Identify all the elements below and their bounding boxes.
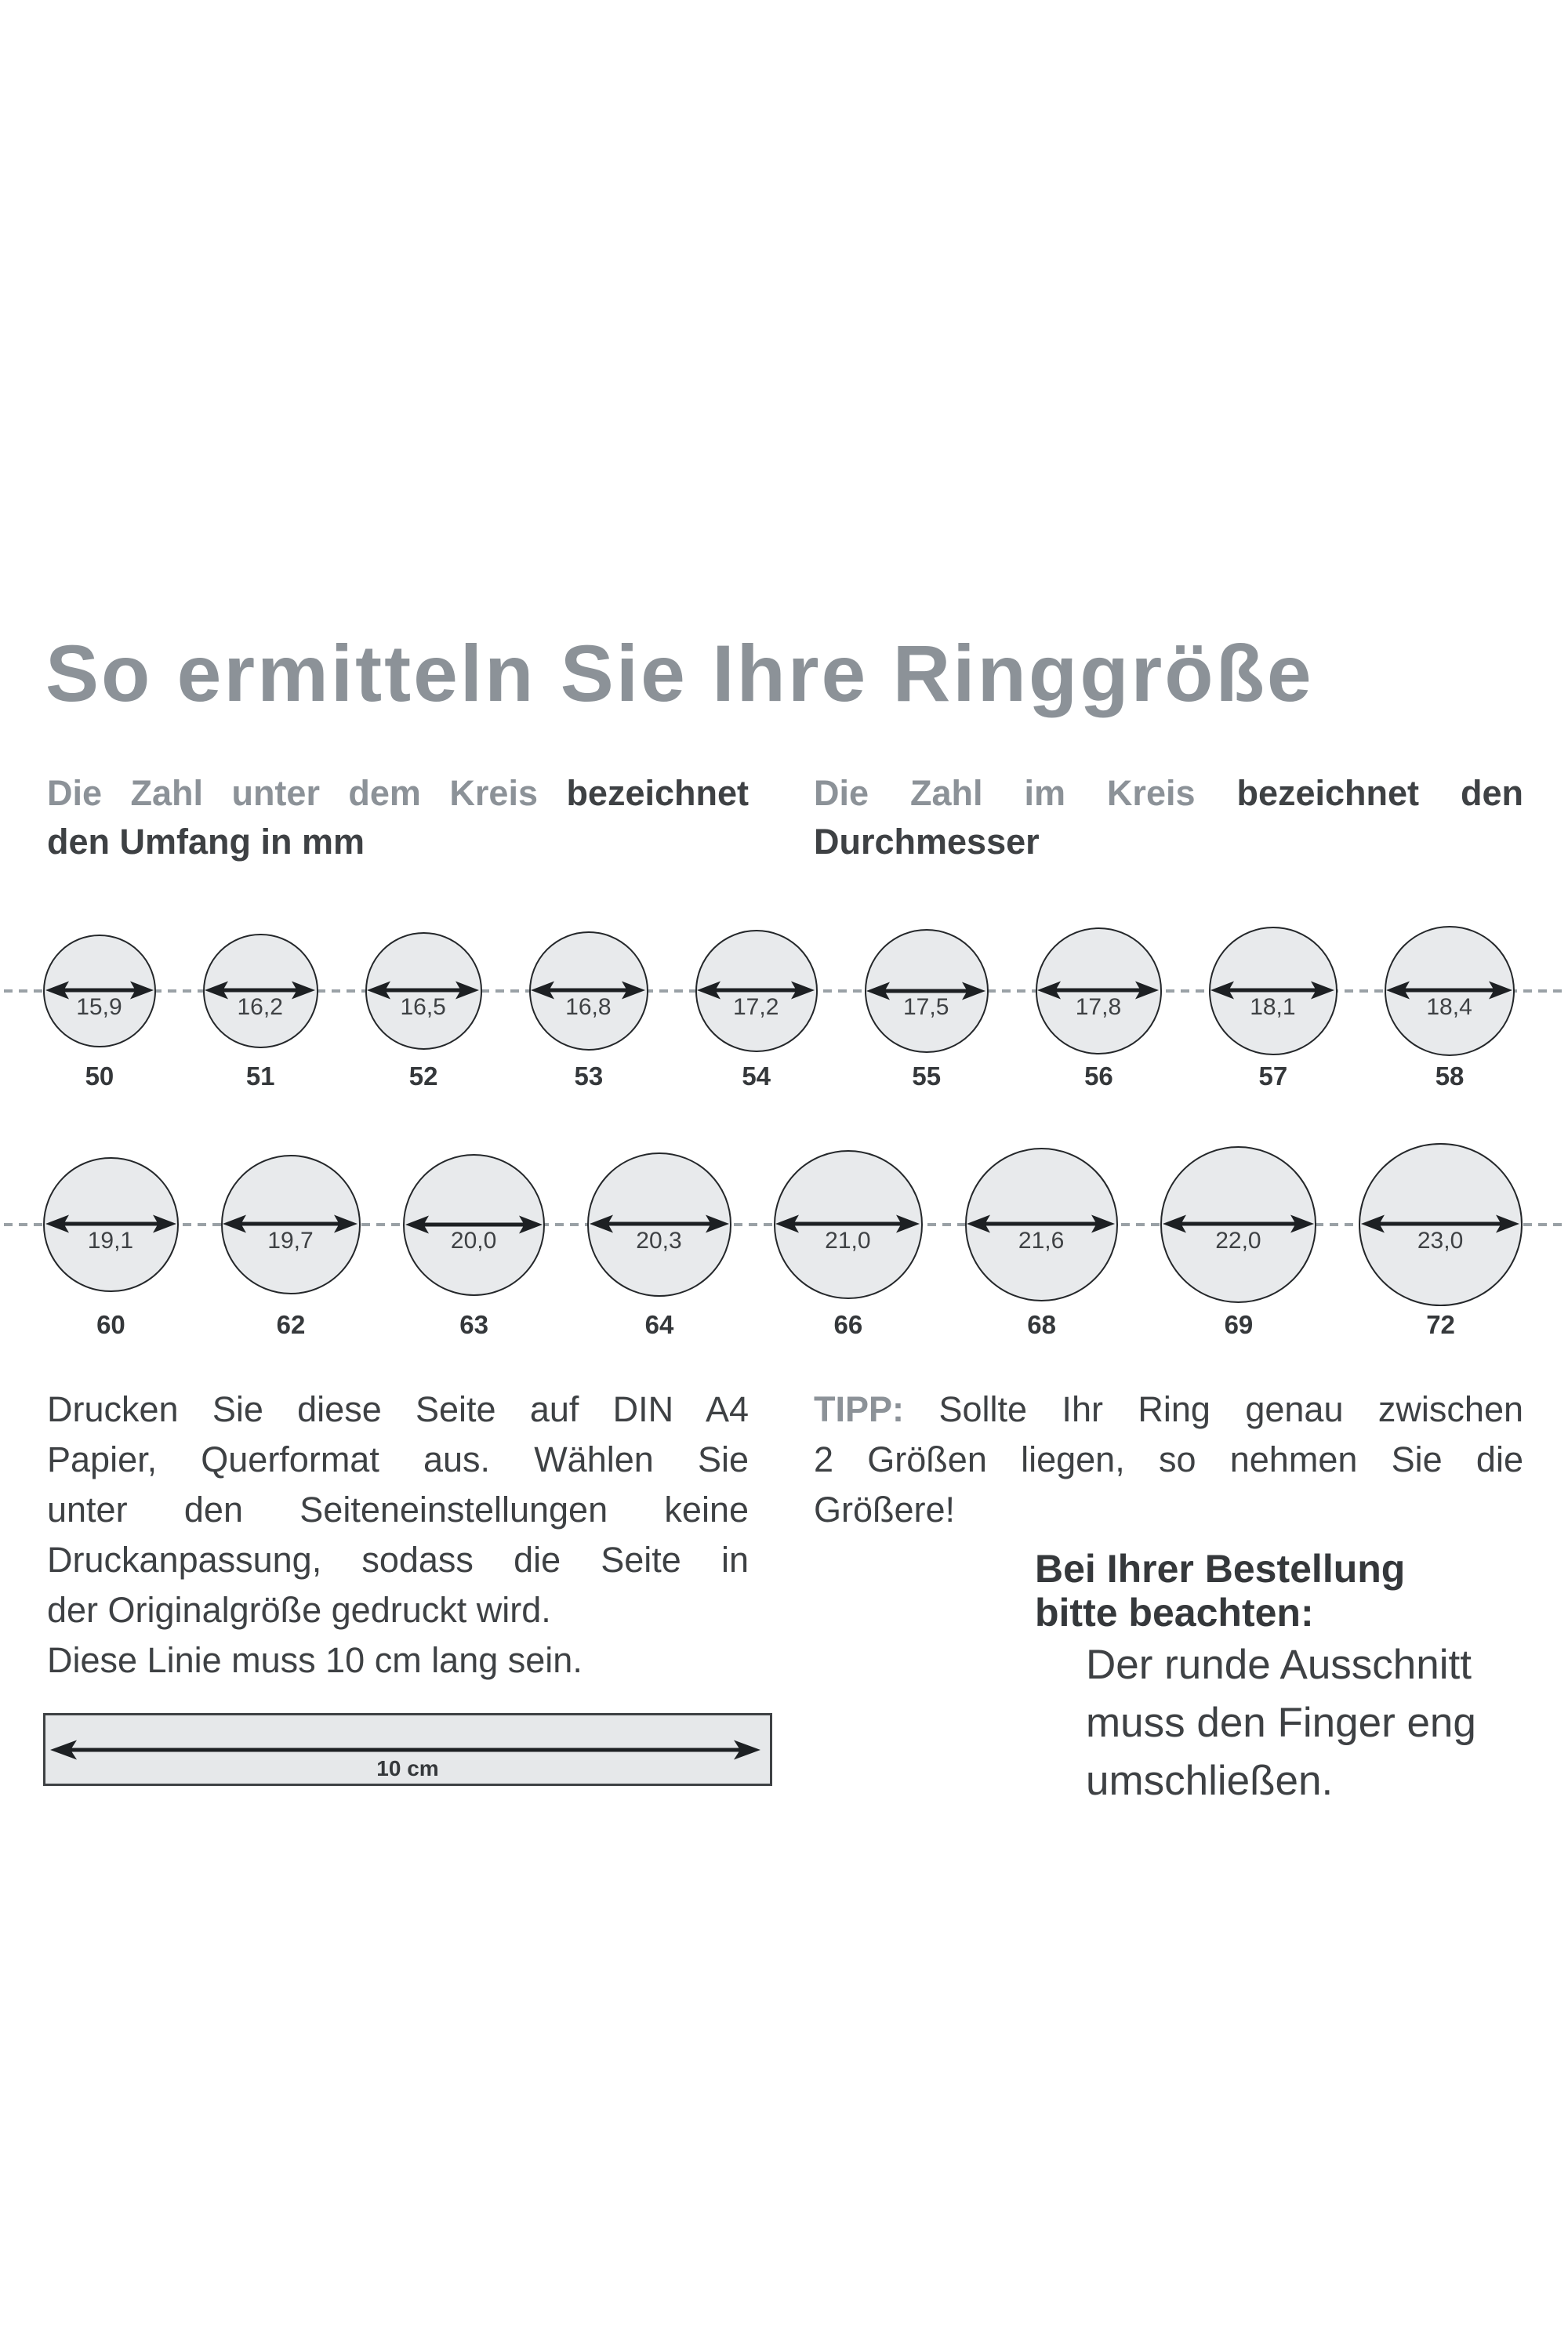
ring-circle	[587, 1152, 731, 1297]
text-line	[47, 1385, 749, 1435]
ring-circle	[1036, 927, 1162, 1054]
ring-size-label: 51	[245, 1062, 275, 1091]
diameter-value: 19,1	[87, 1227, 134, 1254]
diameter-value: 21,0	[825, 1227, 871, 1254]
ring-circle	[43, 1157, 179, 1293]
text-line	[47, 1635, 749, 1686]
page-title: So ermitteln Sie Ihre Ringgröße	[45, 629, 1314, 718]
diameter-value: 17,8	[1075, 993, 1122, 1020]
text-segment: Druckanpassung, sodass die Seite in	[47, 1540, 749, 1580]
text-line	[1035, 1591, 1537, 1635]
calibration-ruler	[43, 1713, 772, 1786]
text-line	[47, 769, 749, 818]
text-segment: bezeichnet	[537, 773, 750, 813]
ring-size-label: 55	[912, 1062, 942, 1091]
ring-circle	[1359, 1143, 1522, 1306]
ring-size-label: 56	[1084, 1062, 1113, 1091]
diameter-value: 20,3	[636, 1227, 682, 1254]
order-note-heading	[1035, 1547, 1537, 1635]
text-segment: Sollte Ihr Ring genau zwischen	[904, 1389, 1523, 1429]
text-segment: unter den Seiteneinstellungen keine	[47, 1490, 749, 1530]
diameter-value: 19,7	[267, 1227, 314, 1254]
ring-size-label: 72	[1426, 1310, 1455, 1339]
ring-circle	[43, 935, 156, 1047]
ring-size-label: 64	[644, 1310, 674, 1339]
ring-circle	[365, 932, 482, 1049]
lead-text-segment: Die Zahl im Kreis	[814, 773, 1196, 813]
text-line	[47, 1535, 749, 1585]
ring-size-label: 50	[85, 1062, 114, 1091]
ring-size-label: 52	[408, 1062, 438, 1091]
order-note-body	[1086, 1636, 1541, 1810]
text-segment: Bei Ihrer Bestellung	[1035, 1547, 1406, 1591]
text-line	[1086, 1694, 1541, 1752]
text-segment: den Umfang in mm	[47, 822, 365, 862]
diameter-value: 20,0	[450, 1227, 497, 1254]
tip-note	[814, 1385, 1523, 1535]
diameter-value: 23,0	[1417, 1227, 1464, 1254]
ring-circle	[1385, 926, 1515, 1057]
intro-circumference-note	[47, 769, 749, 866]
text-line	[1035, 1547, 1537, 1591]
ring-size-label: 66	[833, 1310, 863, 1339]
text-line	[1086, 1752, 1541, 1810]
ring-circle	[1209, 927, 1338, 1055]
diameter-value: 17,5	[903, 993, 949, 1020]
ring-circle	[965, 1148, 1118, 1301]
ring-size-label: 57	[1258, 1062, 1288, 1091]
text-segment: bezeichnet den	[1195, 773, 1523, 813]
ring-size-label: 68	[1027, 1310, 1056, 1339]
diameter-value: 21,6	[1018, 1227, 1065, 1254]
text-line	[47, 1435, 749, 1485]
lead-text-segment: Die Zahl unter dem Kreis	[47, 773, 538, 813]
ring-circle	[529, 931, 648, 1051]
ring-circle	[221, 1155, 361, 1294]
ring-size-label: 63	[459, 1310, 488, 1339]
ring-size-label: 58	[1435, 1062, 1465, 1091]
ring-circle	[1160, 1146, 1316, 1302]
ring-size-label: 53	[574, 1062, 604, 1091]
diameter-value: 18,1	[1250, 993, 1296, 1020]
ring-size-label: 69	[1224, 1310, 1254, 1339]
ring-circle	[865, 929, 989, 1053]
text-line	[1086, 1636, 1541, 1694]
ring-size-label: 62	[276, 1310, 306, 1339]
ring-size-label: 60	[96, 1310, 125, 1339]
diameter-value: 15,9	[76, 993, 122, 1020]
diameter-value: 16,8	[565, 993, 612, 1020]
text-segment: muss den Finger eng	[1086, 1700, 1476, 1746]
text-line	[814, 1435, 1523, 1485]
text-line	[47, 818, 749, 866]
text-line	[814, 818, 1523, 866]
text-line	[47, 1585, 749, 1635]
text-line	[814, 769, 1523, 818]
text-segment: Papier, Querformat aus. Wählen Sie	[47, 1439, 749, 1479]
diameter-value: 17,2	[732, 993, 779, 1020]
diameter-value: 22,0	[1215, 1227, 1261, 1254]
lead-text-segment: TIPP:	[814, 1389, 905, 1429]
text-segment: Drucken Sie diese Seite auf DIN A4	[47, 1389, 749, 1429]
text-line	[814, 1385, 1523, 1435]
text-line	[814, 1485, 1523, 1535]
ring-size-label: 54	[742, 1062, 771, 1091]
intro-diameter-note	[814, 769, 1523, 866]
ring-circle	[774, 1150, 923, 1299]
text-line	[47, 1485, 749, 1535]
ring-circle	[403, 1154, 545, 1296]
text-segment: 2 Größen liegen, so nehmen Sie die	[814, 1439, 1523, 1479]
text-segment: der Originalgröße gedruckt wird.	[47, 1590, 551, 1630]
diameter-value: 16,2	[237, 993, 283, 1020]
text-segment: umschließen.	[1086, 1758, 1334, 1804]
text-segment: Diese Linie muss 10 cm lang sein.	[47, 1640, 583, 1680]
text-segment: bitte beachten:	[1035, 1591, 1314, 1635]
text-segment: Durchmesser	[814, 822, 1040, 862]
ruler-label: 10 cm	[376, 1756, 439, 1780]
ring-circle	[695, 930, 818, 1052]
diameter-value: 18,4	[1426, 993, 1472, 1020]
text-segment: Der runde Ausschnitt	[1086, 1642, 1472, 1688]
text-segment: Größere!	[814, 1490, 956, 1530]
diameter-value: 16,5	[400, 993, 446, 1020]
print-instructions	[47, 1385, 749, 1686]
ring-circle	[203, 934, 318, 1049]
